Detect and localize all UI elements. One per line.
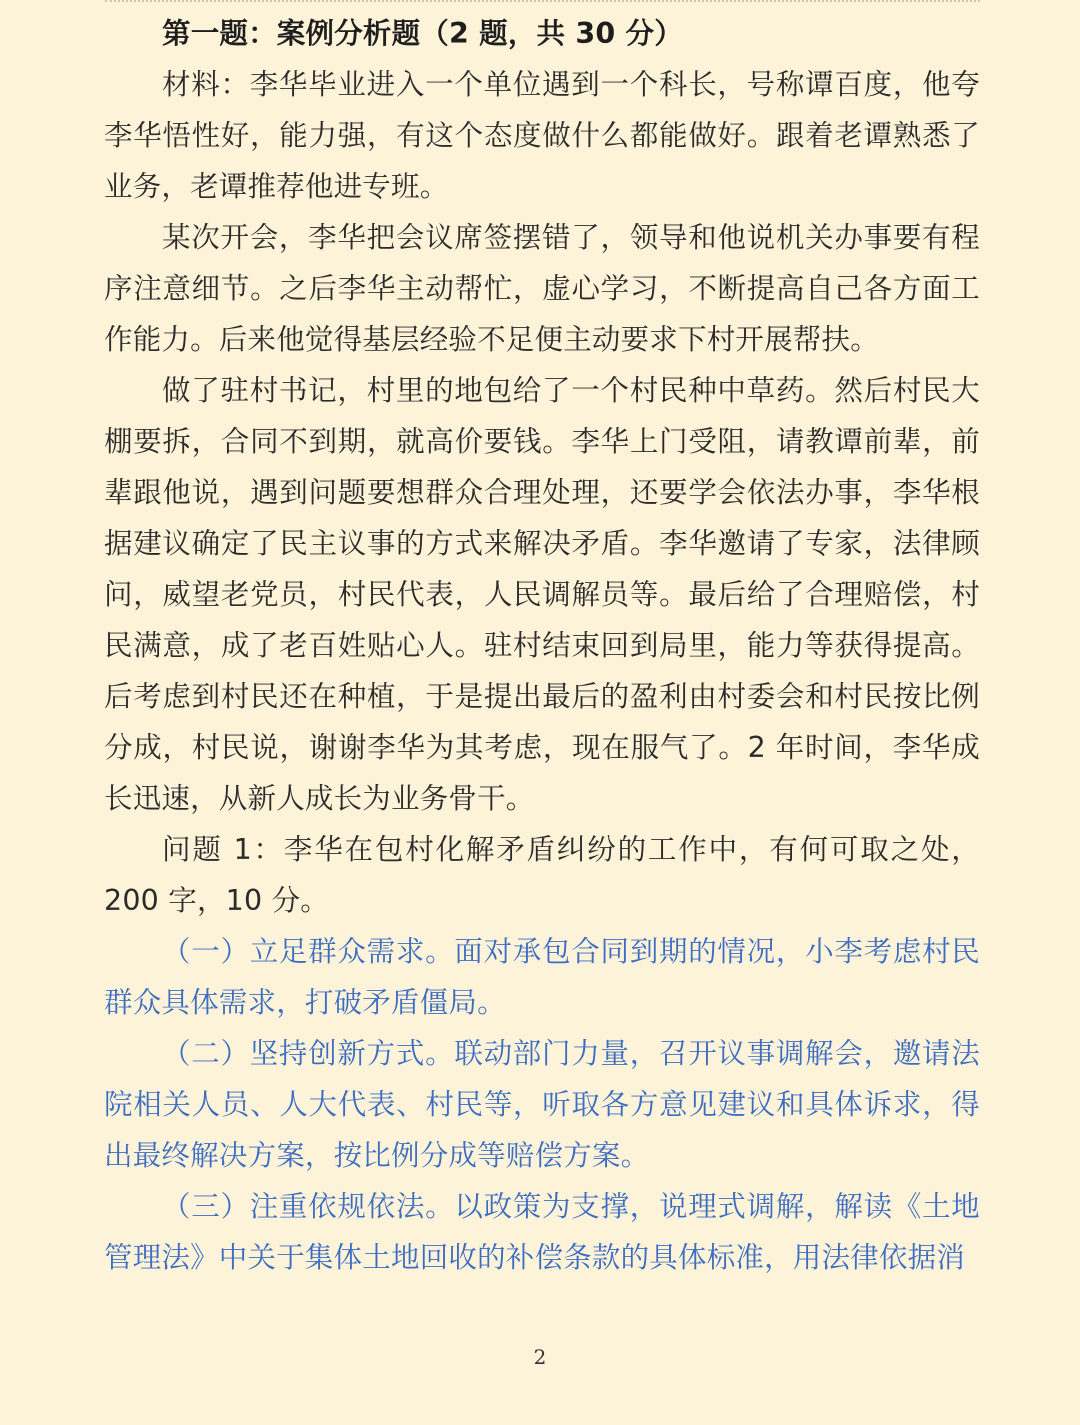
top-divider (105, 0, 980, 2)
material-paragraph-3: 做了驻村书记，村里的地包给了一个村民种中草药。然后村民大棚要拆，合同不到期，就高价要钱。李华上门受阻，请教谭前辈，前辈跟他说，遇到问题要想群众合理处理，还要学会依法办事，李华根据建议确定了民主议事的方式来解决矛盾。李华邀请了专家，法律顾问，威望老党员，村民代表，人民调解员等。最后给了合理赔偿，村民满意，成了老百姓贴心人。驻村结束回到局里，能力等获得提高。后考虑到村民还在种植，于是提出最后的盈利由村委会和村民按比例分成，村民说，谢谢李华为其考虑，现在服气了。2 年时间，李华成长迅速，从新人成长为业务骨干。 (104, 374, 980, 815)
answer-point-3: （三）注重依规依法。以政策为支撑，说理式调解，解读《土地管理法》中关于集体土地回收的补偿条款的具体标准，用法律依据消 (104, 1190, 980, 1274)
answer-point-2: （二）坚持创新方式。联动部门力量，召开议事调解会，邀请法院相关人员、人大代表、村民等，听取各方意见建议和具体诉求，得出最终解决方案，按比例分成等赔偿方案。 (104, 1037, 980, 1172)
answer-point-1: （一）立足群众需求。面对承包合同到期的情况，小李考虑村民群众具体需求，打破矛盾僵局。 (104, 935, 980, 1019)
question-text: 问题 1：李华在包村化解矛盾纠纷的工作中，有何可取之处，200 字，10 分。 (104, 833, 980, 917)
material-paragraph-1: 材料：李华毕业进入一个单位遇到一个科长，号称谭百度，他夸李华悟性好，能力强，有这个态度做什么都能做好。跟着老谭熟悉了业务，老谭推荐他进专班。 (104, 68, 980, 203)
material-paragraph-2: 某次开会，李华把会议席签摆错了，领导和他说机关办事要有程序注意细节。之后李华主动帮忙，虚心学习，不断提高自己各方面工作能力。后来他觉得基层经验不足便主动要求下村开展帮扶。 (104, 221, 980, 356)
page-number: 2 (533, 1345, 547, 1369)
document-body (104, 8, 980, 1283)
section-heading: 第一题：案例分析题（2 题，共 30 分） (162, 17, 683, 50)
